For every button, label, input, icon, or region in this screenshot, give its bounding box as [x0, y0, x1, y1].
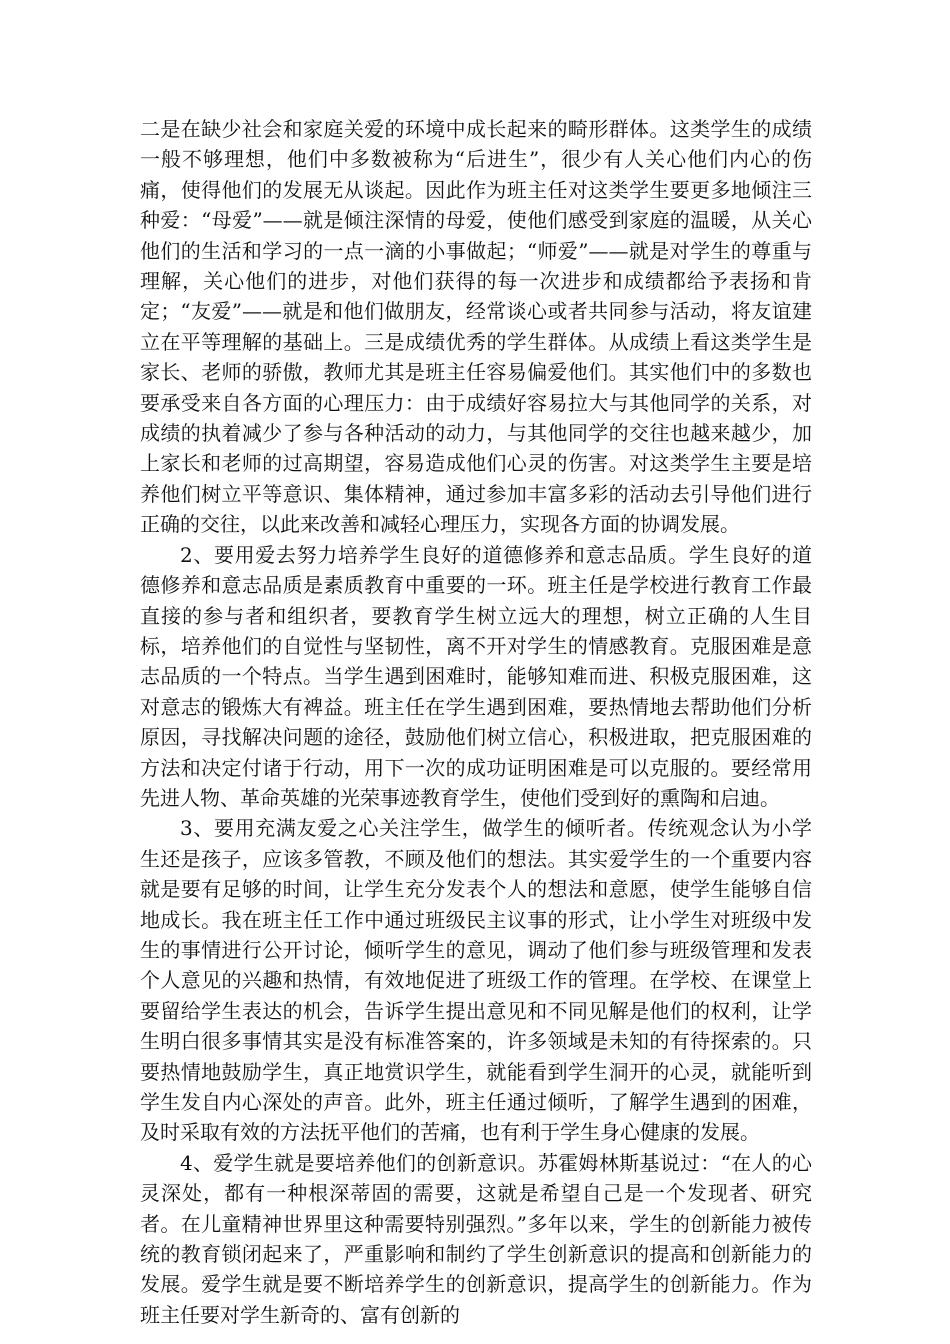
document-body	[140, 114, 812, 1330]
paragraph-3: 3、要用充满友爱之心关注学生，做学生的倾听者。传统观念认为小学生还是孩子，应该多管教，不顾及他们的想法。其实爱学生的一个重要内容就是要有足够的时间，让学生充分发表个人的想法和意愿，使学生能够自信地成长。我在班主任工作中通过班级民主议事的形式，让小学生对班级中发生的事情进行公开讨论，倾听学生的意见，调动了他们参与班级管理和发表个人意见的兴趣和热情，有效地促进了班级工作的管理。在学校、在课堂上要留给学生表达的机会，告诉学生提出意见和不同见解是他们的权利，让学生明白很多事情其实是没有标准答案的，许多领域是未知的有待探索的。只要热情地鼓励学生，真正地赏识学生，就能看到学生洞开的心灵，就能听到学生发自内心深处的声音。此外，班主任通过倾听，了解学生遇到的困难，及时采取有效的方法抚平他们的苦痛，也有利于学生身心健康的发展。	[140, 816, 812, 1145]
paragraph-4: 4、爱学生就是要培养他们的创新意识。苏霍姆林斯基说过：“在人的心灵深处，都有一种根深蒂固的需要，这就是希望自己是一个发现者、研究者。在儿童精神世界里这种需要特别强烈。”多年以来，学生的创新能力被传统的教育锁闭起来了，严重影响和制约了学生创新意识的提高和创新能力的发展。爱学生就是要不断培养学生的创新意识，提高学生的创新能力。作为班主任要对学生新奇的、富有创新的	[140, 1150, 812, 1327]
paragraph-2: 2、要用爱去努力培养学生良好的道德修养和意志品质。学生良好的道德修养和意志品质是素质教育中重要的一环。班主任是学校进行教育工作最直接的参与者和组织者，要教育学生树立远大的理想，树立正确的人生目标，培养他们的自觉性与坚韧性，离不开对学生的情感教育。克服困难是意志品质的一个特点。当学生遇到困难时，能够知难而进、积极克服困难，这对意志的锻炼大有裨益。班主任在学生遇到困难，要热情地去帮助他们分析原因，寻找解决问题的途径，鼓励他们树立信心，积极进取，把克服困难的方法和决定付诸于行动，用下一次的成功证明困难是可以克服的。要经常用先进人物、革命英雄的光荣事迹教育学生，使他们受到好的熏陶和启迪。	[140, 542, 812, 810]
paragraph-continued: 二是在缺少社会和家庭关爱的环境中成长起来的畸形群体。这类学生的成绩一般不够理想，他们中多数被称为“后进生”，很少有人关心他们内心的伤痛，使得他们的发展无从谈起。因此作为班主任对这类学生要更多地倾注三种爱：“母爱”——就是倾注深情的母爱，使他们感受到家庭的温暖，从关心他们的生活和学习的一点一滴的小事做起；“师爱”——就是对学生的尊重与理解，关心他们的进步，对他们获得的每一次进步和成绩都给予表扬和肯定；“友爱”——就是和他们做朋友，经常谈心或者共同参与活动，将友谊建立在平等理解的基础上。三是成绩优秀的学生群体。从成绩上看这类学生是家长、老师的骄傲，教师尤其是班主任容易偏爱他们。其实他们中的多数也要承受来自各方面的心理压力：由于成绩好容易拉大与其他同学的关系，对成绩的执着减少了参与各种活动的动力，与其他同学的交往也越来越少，加上家长和老师的过高期望，容易造成他们心灵的伤害。对这类学生主要是培养他们树立平等意识、集体精神，通过参加丰富多彩的活动去引导他们进行正确的交往，以此来改善和减轻心理压力，实现各方面的协调发展。	[140, 117, 812, 537]
